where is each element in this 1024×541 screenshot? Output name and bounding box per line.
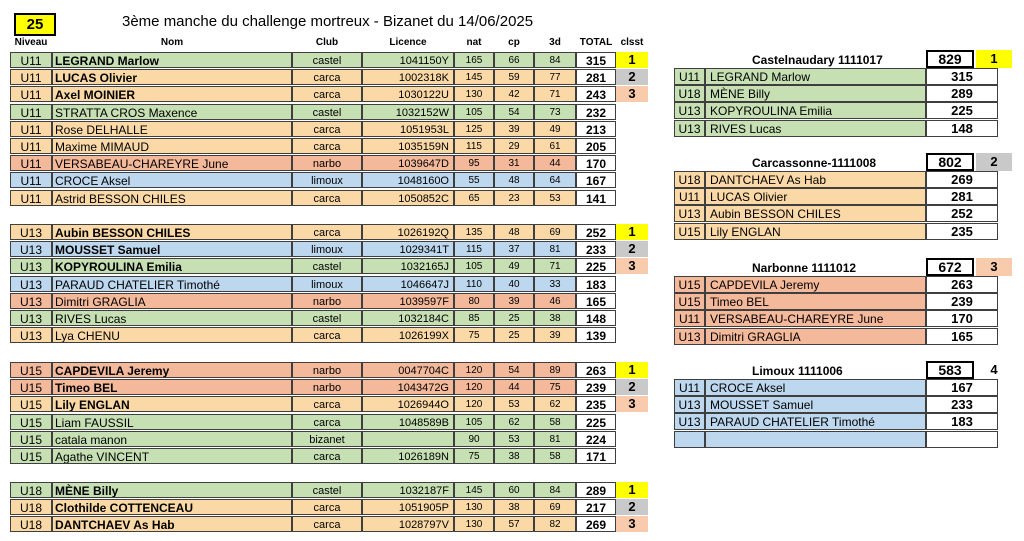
cell-nom: MOUSSET Samuel	[52, 241, 292, 257]
cell-nom: MÈNE Billy	[52, 482, 292, 498]
cell-classement	[616, 155, 648, 171]
cell-total: 243	[576, 86, 616, 102]
team-name: Carcassonne-1111008	[752, 156, 877, 170]
cell-3d: 39	[534, 327, 576, 343]
cell-cp: 54	[494, 104, 534, 120]
cell-nat: 130	[454, 86, 494, 102]
team-member-points: 225	[926, 102, 998, 119]
team-member-niveau: U13	[674, 102, 705, 119]
cell-licence	[362, 431, 454, 447]
cell-nat: 120	[454, 396, 494, 412]
cell-licence: 1026192Q	[362, 224, 454, 240]
team-member-nom: CAPDEVILA Jeremy	[705, 276, 926, 293]
cell-nat: 115	[454, 138, 494, 154]
cell-club: castel	[292, 258, 362, 274]
cell-nom: Axel MOINIER	[52, 86, 292, 102]
cell-nat: 105	[454, 414, 494, 430]
cell-licence: 1046647J	[362, 276, 454, 292]
cell-club: limoux	[292, 276, 362, 292]
cell-nom: Liam FAUSSIL	[52, 414, 292, 430]
cell-total: 233	[576, 241, 616, 257]
header-3d: 3d	[549, 37, 561, 48]
cell-club: limoux	[292, 172, 362, 188]
team-member-points: 315	[926, 68, 998, 85]
cell-nat: 105	[454, 104, 494, 120]
cell-total: 225	[576, 258, 616, 274]
cell-nom: CAPDEVILA Jeremy	[52, 362, 292, 378]
cell-3d: 38	[534, 310, 576, 326]
team-member-points: 252	[926, 205, 998, 222]
team-name: Limoux 1111006	[752, 364, 843, 378]
team-name: Castelnaudary 1111017	[752, 53, 883, 67]
team-member-points: 170	[926, 310, 998, 327]
team-member-niveau: U18	[674, 85, 705, 102]
cell-classement: 3	[616, 396, 648, 412]
team-member-nom: PARAUD CHATELIER Timothé	[705, 413, 926, 430]
cell-niveau: U13	[10, 310, 52, 326]
cell-total: 269	[576, 516, 616, 532]
page-title: 3ème manche du challenge mortreux - Bizanet du 14/06/2025	[122, 13, 534, 30]
team-member-nom: VERSABEAU-CHAREYRE June	[705, 310, 926, 327]
cell-niveau: U11	[10, 138, 52, 154]
cell-cp: 57	[494, 516, 534, 532]
cell-classement	[616, 293, 648, 309]
team-member-niveau: U11	[674, 68, 705, 85]
team-member-nom: KOPYROULINA Emilia	[705, 102, 926, 119]
cell-classement	[616, 431, 648, 447]
team-member-niveau: U11	[674, 310, 705, 327]
cell-3d: 33	[534, 276, 576, 292]
team-member-nom: Lily ENGLAN	[705, 223, 926, 240]
cell-classement	[616, 172, 648, 188]
team-member-niveau: U13	[674, 120, 705, 137]
cell-nat: 55	[454, 172, 494, 188]
team-member-points: 148	[926, 120, 998, 137]
header-licence: Licence	[389, 37, 427, 48]
cell-total: 263	[576, 362, 616, 378]
cell-nom: CROCE Aksel	[52, 172, 292, 188]
cell-nat: 105	[454, 258, 494, 274]
cell-classement: 2	[616, 69, 648, 85]
cell-licence: 1051953L	[362, 121, 454, 137]
cell-3d: 61	[534, 138, 576, 154]
cell-classement: 2	[616, 379, 648, 395]
cell-club: castel	[292, 104, 362, 120]
cell-niveau: U15	[10, 448, 52, 464]
cell-club: castel	[292, 310, 362, 326]
cell-3d: 82	[534, 516, 576, 532]
cell-total: 252	[576, 224, 616, 240]
cell-classement	[616, 190, 648, 206]
cell-niveau: U11	[10, 86, 52, 102]
header-cp: cp	[508, 37, 520, 48]
cell-licence: 1048160O	[362, 172, 454, 188]
header-club: Club	[315, 37, 339, 48]
header-clsst: clsst	[620, 37, 644, 48]
team-member-points: 183	[926, 413, 998, 430]
cell-3d: 81	[534, 241, 576, 257]
team-score: 583	[926, 361, 974, 379]
cell-licence: 1030122U	[362, 86, 454, 102]
cell-3d: 53	[534, 190, 576, 206]
cell-licence: 1028797V	[362, 516, 454, 532]
cell-classement: 1	[616, 362, 648, 378]
cell-classement	[616, 121, 648, 137]
cell-cp: 29	[494, 138, 534, 154]
cell-nat: 80	[454, 293, 494, 309]
cell-licence: 0047704C	[362, 362, 454, 378]
team-member-nom: DANTCHAEV As Hab	[705, 171, 926, 188]
cell-cp: 62	[494, 414, 534, 430]
team-member-niveau: U15	[674, 276, 705, 293]
cell-3d: 71	[534, 258, 576, 274]
cell-3d: 58	[534, 448, 576, 464]
cell-3d: 44	[534, 155, 576, 171]
cell-classement: 3	[616, 258, 648, 274]
cell-nom: LUCAS Olivier	[52, 69, 292, 85]
cell-nat: 95	[454, 155, 494, 171]
cell-total: 171	[576, 448, 616, 464]
cell-cp: 23	[494, 190, 534, 206]
cell-club: carca	[292, 396, 362, 412]
cell-nom: DANTCHAEV As Hab	[52, 516, 292, 532]
cell-niveau: U15	[10, 431, 52, 447]
cell-classement	[616, 327, 648, 343]
cell-cp: 25	[494, 310, 534, 326]
cell-niveau: U11	[10, 121, 52, 137]
team-member-points: 235	[926, 223, 998, 240]
team-rank: 2	[976, 153, 1012, 171]
team-member-nom: LUCAS Olivier	[705, 188, 926, 205]
cell-cp: 66	[494, 52, 534, 68]
team-member-nom: MÈNE Billy	[705, 85, 926, 102]
cell-total: 148	[576, 310, 616, 326]
cell-classement: 1	[616, 482, 648, 498]
cell-total: 165	[576, 293, 616, 309]
cell-nat: 110	[454, 276, 494, 292]
cell-niveau: U11	[10, 52, 52, 68]
cell-nom: STRATTA CROS Maxence	[52, 104, 292, 120]
team-member-nom: LEGRAND Marlow	[705, 68, 926, 85]
cell-nat: 145	[454, 482, 494, 498]
cell-nom: Clothilde COTTENCEAU	[52, 499, 292, 515]
cell-cp: 25	[494, 327, 534, 343]
cell-3d: 73	[534, 104, 576, 120]
cell-niveau: U15	[10, 396, 52, 412]
cell-classement	[616, 138, 648, 154]
cell-nat: 135	[454, 224, 494, 240]
cell-3d: 62	[534, 396, 576, 412]
team-score: 672	[926, 258, 974, 276]
cell-cp: 48	[494, 224, 534, 240]
cell-nom: Lily ENGLAN	[52, 396, 292, 412]
team-member-nom	[705, 431, 926, 448]
team-member-nom: Dimitri GRAGLIA	[705, 328, 926, 345]
team-member-niveau: U18	[674, 171, 705, 188]
team-member-niveau: U11	[674, 379, 705, 396]
cell-total: 289	[576, 482, 616, 498]
team-member-niveau	[674, 431, 705, 448]
cell-nat: 120	[454, 362, 494, 378]
cell-niveau: U15	[10, 362, 52, 378]
cell-total: 315	[576, 52, 616, 68]
team-member-nom: Timeo BEL	[705, 293, 926, 310]
cell-3d: 69	[534, 499, 576, 515]
cell-club: carca	[292, 86, 362, 102]
cell-licence: 1026189N	[362, 448, 454, 464]
cell-total: 141	[576, 190, 616, 206]
cell-licence: 1039597F	[362, 293, 454, 309]
cell-cp: 38	[494, 499, 534, 515]
team-member-nom: Aubin BESSON CHILES	[705, 205, 926, 222]
cell-cp: 39	[494, 121, 534, 137]
cell-nat: 165	[454, 52, 494, 68]
cell-licence: 1051905P	[362, 499, 454, 515]
cell-club: castel	[292, 52, 362, 68]
cell-nom: VERSABEAU-CHAREYRE June	[52, 155, 292, 171]
cell-licence: 1026944O	[362, 396, 454, 412]
cell-classement	[616, 310, 648, 326]
cell-niveau: U15	[10, 414, 52, 430]
cell-niveau: U18	[10, 499, 52, 515]
cell-3d: 64	[534, 172, 576, 188]
cell-total: 225	[576, 414, 616, 430]
cell-licence: 1032184C	[362, 310, 454, 326]
cell-3d: 49	[534, 121, 576, 137]
cell-classement: 3	[616, 516, 648, 532]
team-score: 802	[926, 153, 974, 171]
cell-total: 235	[576, 396, 616, 412]
cell-nat: 130	[454, 516, 494, 532]
cell-total: 239	[576, 379, 616, 395]
cell-nom: Maxime MIMAUD	[52, 138, 292, 154]
team-member-points: 239	[926, 293, 998, 310]
cell-nom: PARAUD CHATELIER Timothé	[52, 276, 292, 292]
cell-classement: 1	[616, 224, 648, 240]
cell-classement	[616, 448, 648, 464]
team-member-points: 167	[926, 379, 998, 396]
header-nom: Nom	[160, 37, 184, 48]
cell-nom: Dimitri GRAGLIA	[52, 293, 292, 309]
cell-cp: 49	[494, 258, 534, 274]
cell-cp: 38	[494, 448, 534, 464]
team-rank: 3	[976, 258, 1012, 276]
cell-club: carca	[292, 448, 362, 464]
cell-nom: RIVES Lucas	[52, 310, 292, 326]
team-member-points: 281	[926, 188, 998, 205]
cell-total: 281	[576, 69, 616, 85]
cell-club: carca	[292, 414, 362, 430]
cell-nat: 115	[454, 241, 494, 257]
team-member-points: 269	[926, 171, 998, 188]
cell-cp: 48	[494, 172, 534, 188]
cell-nat: 125	[454, 121, 494, 137]
team-member-points: 263	[926, 276, 998, 293]
cell-nat: 120	[454, 379, 494, 395]
round-number-badge: 25	[14, 13, 56, 36]
cell-total: 183	[576, 276, 616, 292]
cell-club: carca	[292, 516, 362, 532]
cell-cp: 37	[494, 241, 534, 257]
cell-niveau: U11	[10, 190, 52, 206]
cell-3d: 81	[534, 431, 576, 447]
team-name: Narbonne 1111012	[752, 261, 857, 275]
cell-3d: 69	[534, 224, 576, 240]
team-member-niveau: U13	[674, 413, 705, 430]
cell-total: 217	[576, 499, 616, 515]
cell-club: narbo	[292, 293, 362, 309]
cell-club: narbo	[292, 362, 362, 378]
cell-club: carca	[292, 499, 362, 515]
cell-niveau: U11	[10, 155, 52, 171]
cell-total: 139	[576, 327, 616, 343]
cell-club: castel	[292, 482, 362, 498]
cell-niveau: U18	[10, 516, 52, 532]
cell-classement: 1	[616, 52, 648, 68]
header-nat: nat	[466, 37, 482, 48]
cell-licence: 1035159N	[362, 138, 454, 154]
cell-niveau: U13	[10, 258, 52, 274]
cell-licence: 1041150Y	[362, 52, 454, 68]
cell-3d: 71	[534, 86, 576, 102]
cell-cp: 42	[494, 86, 534, 102]
team-member-points: 165	[926, 328, 998, 345]
cell-cp: 44	[494, 379, 534, 395]
team-member-niveau: U13	[674, 396, 705, 413]
cell-cp: 53	[494, 431, 534, 447]
team-member-points: 289	[926, 85, 998, 102]
cell-club: carca	[292, 121, 362, 137]
cell-niveau: U13	[10, 293, 52, 309]
cell-cp: 31	[494, 155, 534, 171]
cell-nom: Agathe VINCENT	[52, 448, 292, 464]
cell-3d: 84	[534, 482, 576, 498]
cell-nat: 85	[454, 310, 494, 326]
cell-nom: Lya CHENU	[52, 327, 292, 343]
cell-club: bizanet	[292, 431, 362, 447]
cell-cp: 39	[494, 293, 534, 309]
cell-licence: 1043472G	[362, 379, 454, 395]
cell-3d: 46	[534, 293, 576, 309]
cell-nom: catala manon	[52, 431, 292, 447]
team-member-niveau: U11	[674, 188, 705, 205]
cell-niveau: U18	[10, 482, 52, 498]
cell-nat: 90	[454, 431, 494, 447]
cell-nat: 130	[454, 499, 494, 515]
cell-niveau: U13	[10, 327, 52, 343]
cell-licence: 1032187F	[362, 482, 454, 498]
header-total: TOTAL	[579, 37, 613, 48]
team-member-points: 233	[926, 396, 998, 413]
cell-cp: 54	[494, 362, 534, 378]
cell-licence: 1032152W	[362, 104, 454, 120]
team-member-niveau: U13	[674, 205, 705, 222]
cell-licence: 1048589B	[362, 414, 454, 430]
cell-3d: 75	[534, 379, 576, 395]
cell-nat: 75	[454, 327, 494, 343]
cell-licence: 1032165J	[362, 258, 454, 274]
cell-niveau: U11	[10, 69, 52, 85]
cell-classement: 3	[616, 86, 648, 102]
cell-niveau: U13	[10, 241, 52, 257]
cell-nom: Timeo BEL	[52, 379, 292, 395]
cell-classement	[616, 276, 648, 292]
cell-nat: 65	[454, 190, 494, 206]
cell-club: carca	[292, 224, 362, 240]
cell-nom: KOPYROULINA Emilia	[52, 258, 292, 274]
cell-niveau: U11	[10, 104, 52, 120]
team-member-niveau: U13	[674, 328, 705, 345]
cell-niveau: U11	[10, 172, 52, 188]
team-member-points	[926, 431, 998, 448]
cell-total: 213	[576, 121, 616, 137]
cell-licence: 1039647D	[362, 155, 454, 171]
team-member-niveau: U15	[674, 223, 705, 240]
cell-club: carca	[292, 69, 362, 85]
cell-total: 167	[576, 172, 616, 188]
cell-3d: 58	[534, 414, 576, 430]
cell-niveau: U13	[10, 276, 52, 292]
cell-club: limoux	[292, 241, 362, 257]
cell-nat: 75	[454, 448, 494, 464]
cell-club: carca	[292, 327, 362, 343]
cell-licence: 1026199X	[362, 327, 454, 343]
cell-nat: 145	[454, 69, 494, 85]
team-rank: 1	[976, 50, 1012, 68]
cell-club: carca	[292, 190, 362, 206]
cell-licence: 1029341T	[362, 241, 454, 257]
cell-licence: 1002318K	[362, 69, 454, 85]
cell-total: 205	[576, 138, 616, 154]
cell-3d: 89	[534, 362, 576, 378]
cell-classement: 2	[616, 241, 648, 257]
cell-nom: Aubin BESSON CHILES	[52, 224, 292, 240]
cell-cp: 40	[494, 276, 534, 292]
team-member-nom: RIVES Lucas	[705, 120, 926, 137]
header-niveau: Niveau	[14, 37, 48, 48]
team-member-niveau: U15	[674, 293, 705, 310]
cell-club: carca	[292, 138, 362, 154]
cell-classement	[616, 414, 648, 430]
cell-nom: LEGRAND Marlow	[52, 52, 292, 68]
cell-3d: 77	[534, 69, 576, 85]
cell-classement: 2	[616, 499, 648, 515]
cell-nom: Rose DELHALLE	[52, 121, 292, 137]
team-score: 829	[926, 50, 974, 68]
cell-total: 170	[576, 155, 616, 171]
team-member-nom: CROCE Aksel	[705, 379, 926, 396]
cell-nom: Astrid BESSON CHILES	[52, 190, 292, 206]
cell-licence: 1050852C	[362, 190, 454, 206]
cell-total: 224	[576, 431, 616, 447]
cell-cp: 60	[494, 482, 534, 498]
cell-club: narbo	[292, 379, 362, 395]
cell-cp: 53	[494, 396, 534, 412]
cell-club: narbo	[292, 155, 362, 171]
team-member-nom: MOUSSET Samuel	[705, 396, 926, 413]
cell-cp: 59	[494, 69, 534, 85]
cell-niveau: U13	[10, 224, 52, 240]
cell-total: 232	[576, 104, 616, 120]
cell-classement	[616, 104, 648, 120]
cell-niveau: U15	[10, 379, 52, 395]
team-rank: 4	[990, 362, 998, 377]
cell-3d: 84	[534, 52, 576, 68]
